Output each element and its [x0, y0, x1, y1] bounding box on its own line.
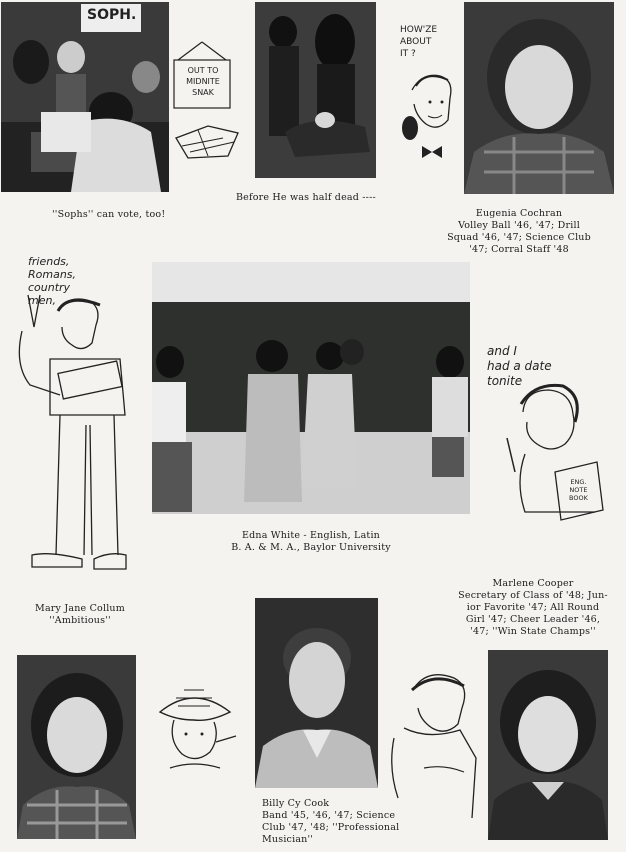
girl-left-portrait: [17, 655, 136, 839]
notebook-text: ENG. NOTE BOOK: [569, 478, 588, 502]
edna-white-caption: Edna White - English, Latin B. A. & M. A., Baylor University: [231, 530, 391, 553]
eugenia-cochran-caption: Eugenia Cochran Volley Ball '46, '47; Drill Squad '46, '47; Science Club '47; Corral Staff '48: [447, 208, 591, 255]
friends-romans-text: friends, Romans, country men,: [28, 255, 77, 307]
mary-jane-collum-caption: Mary Jane Collum ''Ambitious'': [35, 603, 125, 626]
date-tonite-text: and I had a date tonite: [487, 344, 552, 388]
midnite-snak-sign-doodle: [168, 38, 248, 168]
before-half-dead-caption: Before He was half dead ----: [236, 192, 376, 203]
girl-right-portrait: [488, 650, 608, 840]
classroom-chalkboard-photo: [152, 262, 470, 514]
howze-about-it-text: HOW'ZE ABOUT IT ?: [400, 25, 438, 59]
billy-cy-cook-caption: Billy Cy Cook Band '45, '46, '47; Science Club '47, '48; ''Professional Musician'': [262, 798, 400, 845]
sophs-voting-photo: [1, 2, 169, 192]
billy-cy-cook-portrait: [255, 598, 378, 788]
sophs-caption: ''Sophs'' can vote, too!: [52, 209, 166, 220]
friends-romans-doodle: [10, 255, 150, 590]
smiling-boy-doodle: [384, 668, 484, 828]
soph-sign-text: SOPH.: [87, 7, 137, 23]
cowboy-hat-doodle: [150, 676, 240, 786]
date-tonite-doodle: [485, 342, 625, 527]
marlene-cooper-caption: Marlene Cooper Secretary of Class of '48; Jun- ior Favorite '47; All Round Girl '47; Cheer Leader '46, '47; ''Win State Champs'': [458, 578, 608, 637]
midnite-snak-text: OUT TO MIDNITE SNAK: [186, 66, 220, 97]
before-half-dead-photo: [255, 2, 376, 178]
howze-about-it-doodle: [392, 20, 470, 165]
eugenia-cochran-portrait: [464, 2, 614, 194]
